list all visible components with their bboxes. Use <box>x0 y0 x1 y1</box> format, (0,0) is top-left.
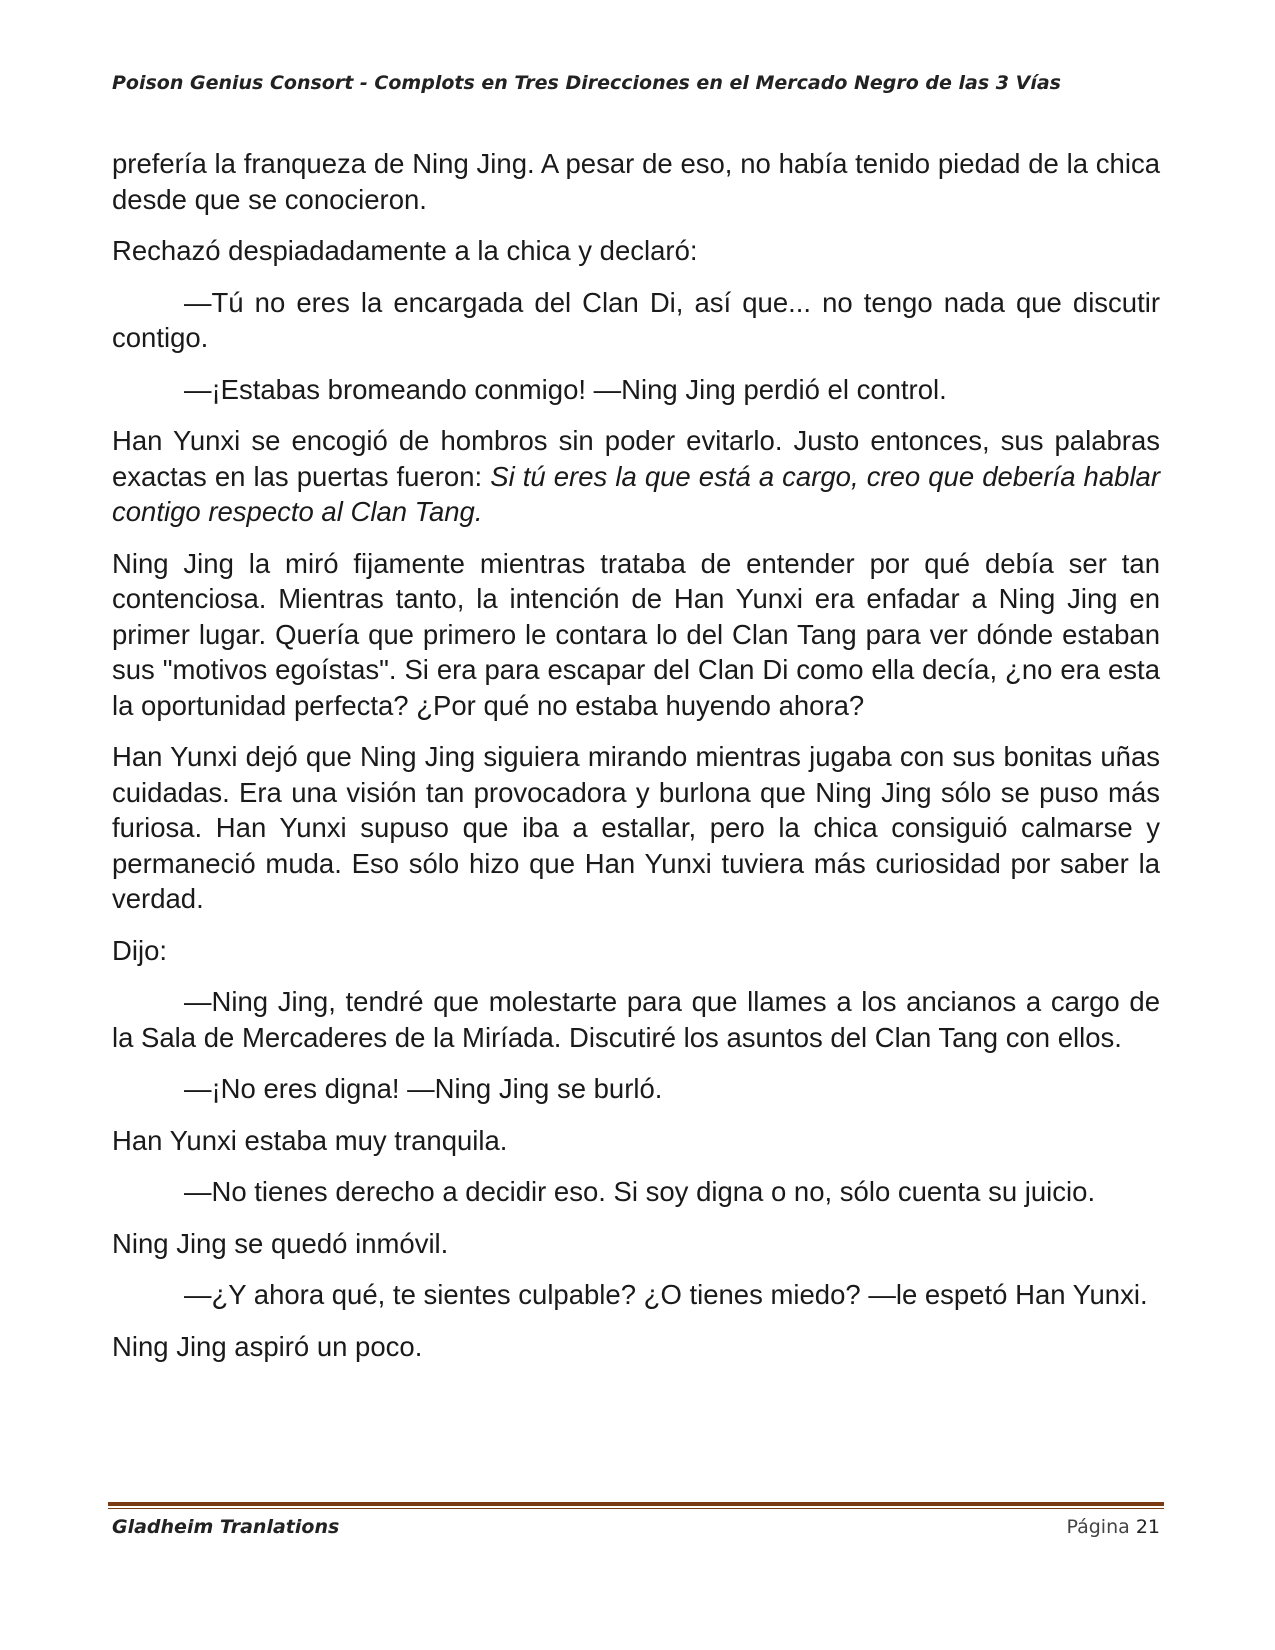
page-body <box>112 146 1160 1380</box>
paragraph: Han Yunxi estaba muy tranquila. <box>112 1124 508 1156</box>
dialogue-paragraph: —¿Y ahora qué, te sientes culpable? ¿O tienes miedo? —le espetó Han Yunxi. <box>184 1279 1148 1310</box>
paragraph <box>112 423 1160 530</box>
footer-credit: Gladheim Tranlations <box>112 1516 340 1538</box>
running-header: Poison Genius Consort - Complots en Tres Direcciones en el Mercado Negro de las 3 Vías <box>112 72 1061 94</box>
paragraph: Ning Jing la miró fijamente mientras trataba de entender por qué debía ser tan contenciosa. Mientras tanto, la intención de Han Yunxi era enfadar a Ning Jing en primer lugar. Quería que primero le contara lo del Clan Tang para ver dónde estaban sus "motivos egoístas". Si era para escapar del Clan Di como ella decía, ¿no era esta la oportunidad perfecta? ¿Por qué no estaba huyendo ahora? <box>112 547 1160 721</box>
dialogue-paragraph: —Tú no eres la encargada del Clan Di, así que... no tengo nada que discutir contigo. <box>112 286 1160 353</box>
dialogue-paragraph: —No tienes derecho a decidir eso. Si soy digna o no, sólo cuenta su juicio. <box>184 1176 1096 1207</box>
dialogue-paragraph: —¡No eres digna! —Ning Jing se burló. <box>184 1073 663 1104</box>
paragraph: Han Yunxi dejó que Ning Jing siguiera mirando mientras jugaba con sus bonitas uñas cuidadas. Era una visión tan provocadora y burlona que Ning Jing sólo se puso más furiosa. Han Yunxi supuso que iba a estallar, pero la chica consiguió calmarse y permaneció muda. Eso sólo hizo que Han Yunxi tuviera más curiosidad por saber la verdad. <box>112 741 1160 914</box>
paragraph: Ning Jing aspiró un poco. <box>112 1330 423 1362</box>
paragraph: Dijo: <box>112 934 168 966</box>
paragraph: Ning Jing se quedó inmóvil. <box>112 1227 449 1259</box>
page-label: Página <box>1066 1516 1130 1538</box>
dialogue-paragraph: —Ning Jing, tendré que molestarte para que llames a los ancianos a cargo de la Sala de Mercaderes de la Miríada. Discutiré los asuntos del Clan Tang con ellos. <box>112 986 1160 1053</box>
paragraph: Rechazó despiadadamente a la chica y declaró: <box>112 235 698 266</box>
page-number <box>1066 1516 1160 1538</box>
italic-quote: Si tú eres la que está a cargo, creo que debería hablar contigo respecto al Clan Tang. <box>112 460 1161 527</box>
footer-rule-thin <box>108 1508 1164 1509</box>
paragraph-text: Han Yunxi se encogió de hombros sin poder evitarlo. Justo entonces, sus palabras exactas en las puertas fueron: <box>112 425 1160 492</box>
page-number-value: 21 <box>1135 1516 1160 1538</box>
dialogue-paragraph: —¡Estabas bromeando conmigo! —Ning Jing perdió el control. <box>184 373 947 405</box>
footer-rule-thick <box>108 1502 1164 1506</box>
paragraph: prefería la franqueza de Ning Jing. A pesar de eso, no había tenido piedad de la chica desde que se conocieron. <box>112 148 1160 215</box>
